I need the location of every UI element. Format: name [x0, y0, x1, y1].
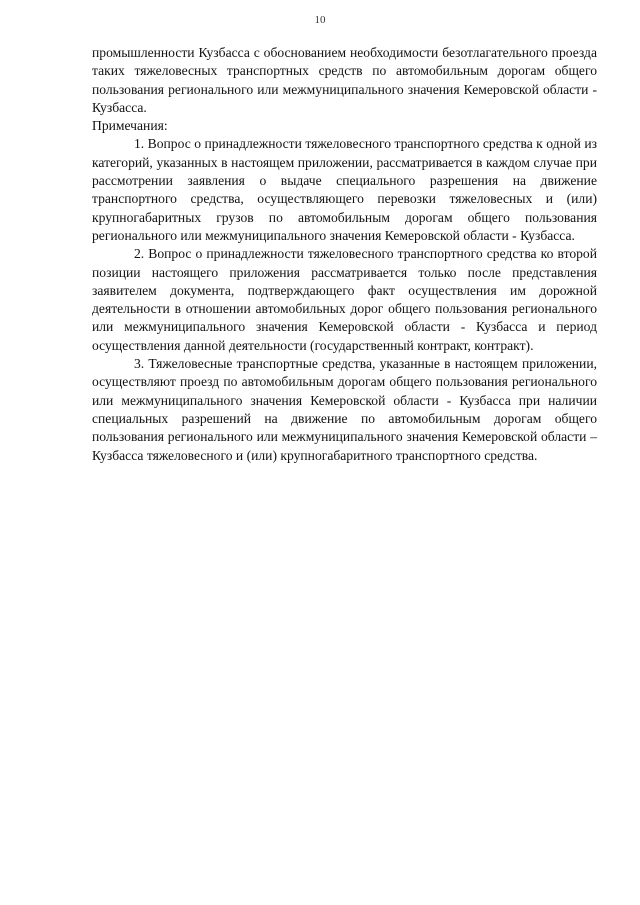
intro-paragraph: промышленности Кузбасса с обоснованием необходимости безотлагательного проезда таких тяжеловесных транспортных средств по автомобильным дорогам общего пользования регионального или межмуниципального значения Кемеровской области - Кузбасса. [92, 45, 597, 115]
note-paragraph-2: 2. Вопрос о принадлежности тяжеловесного транспортного средства ко второй позиции настоящего приложения рассматривается только после представления заявителем документа, подтверждающего факт осуществления им дорожной деятельности в отношении автомобильных дорог общего пользования регионального или межмуниципального значения Кемеровской области - Кузбасса и период осуществления данной деятельности (государственный контракт, контракт). [92, 246, 597, 353]
note-paragraph-1: 1. Вопрос о принадлежности тяжеловесного транспортного средства к одной из категорий, указанных в настоящем приложении, рассматривается в каждом случае при рассмотрении заявления о выдаче специального разрешения на движение транспортного средства, осуществляющего перевозки тяжеловесных и (или) крупногабаритных грузов по автомобильным дорогам общего пользования регионального или межмуниципального значения Кемеровской области - Кузбасса. [92, 136, 597, 243]
notes-heading: Примечания: [92, 118, 168, 134]
note-paragraph-3: 3. Тяжеловесные транспортные средства, указанные в настоящем приложении, осуществляют проезд по автомобильным дорогам общего пользования регионального или межмуниципального значения Кемеровской области - Кузбасса при наличии специальных разрешений на движение по автомобильным дорогам общего пользования регионального или межмуниципального значения Кемеровской области – Кузбасса тяжеловесного и (или) крупногабаритного транспортного средства. [92, 356, 597, 463]
document-body [92, 44, 597, 465]
page-number: 10 [314, 14, 326, 26]
